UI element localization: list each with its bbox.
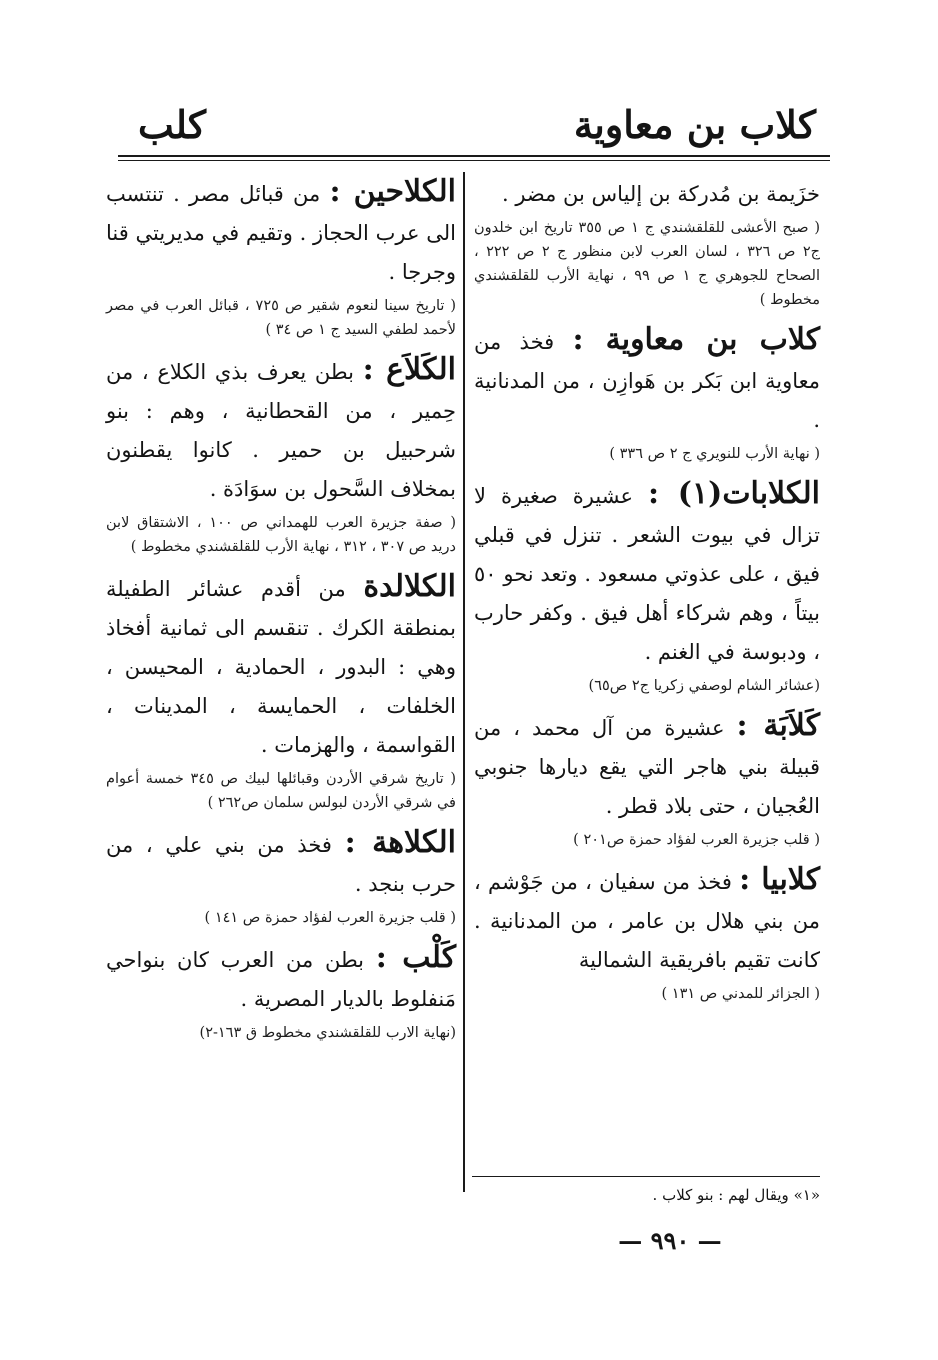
entry-source: ( صبح الأعشى للقلقشندي ج ١ ص ٣٥٥ تاريخ ابن خلدون ج٢ ص ٣٢٦ ، لسان العرب لابن منظور ج ٢ ص ٢٢٢ ، الصحاح للجوهري ج ١ ص ٩٩ ، نهاية الأرب للقلقشندي مخطوط ): [474, 220, 821, 308]
page-number: — ٩٩٠ —: [618, 1226, 722, 1255]
entry-text: [474, 474, 820, 672]
entry-source: ( صفة جزيرة العرب للهمداني ص ١٠٠ ، الاشتقاق لابن دريد ص ٣٠٧ ، ٣١٢ ، نهاية الأرب للقلقشندي مخطوط ): [106, 515, 456, 555]
entry-body: بطن من العرب كان بنواحي مَنفلوط بالديار المصرية .: [106, 948, 456, 1011]
entry-left-1: [106, 350, 456, 559]
header-rule-bottom: [118, 160, 830, 161]
entry-left-4: [106, 938, 456, 1045]
entry-source: ( الجزائر للمدني ص ١٣١ ): [661, 986, 820, 1002]
entry-text: [106, 350, 456, 509]
entry-source: ( تاريخ شرقي الأردن وقبائلها لبيك ص ٣٤٥ خمسة أعوام في شرقي الأردن لبولس سلمان ص٢٦٢ ): [106, 771, 457, 811]
entry-source: ( نهاية الأرب للنويري ج ٢ ص ٣٣٦ ): [609, 446, 820, 462]
entry-body: فخذ من سفيان ، من جَوْشم ، من بني هلال بن عامر ، من المدنانية . كانت تقيم بافريقية الشمالية: [474, 870, 820, 972]
entry-head: الكلاحين :: [329, 174, 456, 209]
entry-left-0: [106, 172, 456, 342]
entry-head: الكَلاَع :: [362, 352, 456, 387]
footnote-rule: [472, 1176, 820, 1177]
entry-body: فخذ من بني علي ، من حرب بنجد .: [106, 833, 456, 896]
entry-head: كلابيا :: [739, 862, 820, 897]
entry-text: [474, 172, 820, 214]
entry-text: [474, 860, 820, 980]
entry-left-3: [106, 823, 456, 930]
entry-text: [474, 706, 820, 826]
entry-source: ( تاريخ سينا لنعوم شقير ص ٧٢٥ ، قبائل العرب في مصر لأحمد لطفي السيد ج ١ ص ٣٤ ): [106, 298, 456, 338]
entry-text: [106, 823, 456, 904]
entry-body: بطن يعرف بذي الكلاع ، من حِمير ، من القحطانية ، وهم : بنو شرحبيل بن حمير . كانوا يقطنون بمخلاف السَّحول بن سوَادَة .: [106, 360, 456, 501]
entry-body: فخذ من معاوية ابن بَكر بن هَوازِن ، من المدنانية .: [474, 330, 820, 432]
running-header-right: كلاب بن معاوية: [573, 102, 816, 147]
entry-head: الكلابات(١) :: [647, 476, 820, 511]
footnote: «١» ويقال لهم : بنو كلاب .: [652, 1186, 820, 1204]
entry-source: (عشائر الشام لوصفي زكريا ج٢ ص٦٥): [588, 678, 820, 694]
entry-text: [106, 567, 456, 765]
header-rule-top: [118, 155, 830, 157]
entry-right-4: [474, 860, 820, 1006]
entry-body: من قبائل مصر . تنتسب الى عرب الحجاز . وتقيم في مديريتي قنا وجرجا .: [106, 182, 456, 284]
entry-right-3: [474, 706, 820, 852]
entry-right-1: [474, 320, 820, 466]
entry-text: [474, 320, 820, 440]
column-divider: [463, 172, 465, 1192]
entry-source: ( قلب جزيرة العرب لفؤاد حمزة ص ١٤١ ): [204, 910, 456, 926]
entry-text: [106, 172, 456, 292]
entry-head: كَلاَبَة :: [736, 708, 820, 743]
entry-right-2: [474, 474, 820, 698]
entry-source: ( قلب جزيرة العرب لفؤاد حمزة ص٢٠١ ): [573, 832, 820, 848]
right-column: [474, 172, 820, 1014]
entry-source: (نهاية الارب للقلقشندي مخطوط ق ١٦٣-٢): [199, 1025, 456, 1041]
entry-head: الكلالدة: [363, 569, 456, 604]
entry-body: عشيرة من آل محمد ، من قبيلة بني هاجر التي يقع ديارها جنوبي العُجيان ، حتى بلاد قطر .: [474, 716, 820, 818]
entry-head: كَلْب :: [375, 940, 456, 975]
entry-left-2: [106, 567, 456, 815]
entry-body: من أقدم عشائر الطفيلة بمنطقة الكرك . تنقسم الى ثمانية أفخاذ وهي : البدور ، الحمادية ، المحيسن ، الخلفات ، الحمايسة ، المدينات ، القواسمة ، والهزمات .: [106, 577, 456, 757]
left-column: [106, 172, 456, 1053]
running-header-left: كلب: [138, 102, 206, 147]
entry-body: عشيرة صغيرة لا تزال في بيوت الشعر . تنزل في قبلي فيق ، على عذوتي مسعود . وتعد نحو ٥٠ بيتاً ، وهم شركاء أهل فيق . وكفر حارب ، ودبوسة في الغنم .: [474, 484, 820, 664]
entry-body: خزَيمة بن مُدركة بن إلياس بن مضر .: [501, 182, 820, 206]
entry-head: كلاب بن معاوية :: [572, 322, 821, 357]
entry-text: [106, 938, 456, 1019]
entry-head: الكلاهة :: [344, 825, 456, 860]
entry-right-0: [474, 172, 820, 312]
